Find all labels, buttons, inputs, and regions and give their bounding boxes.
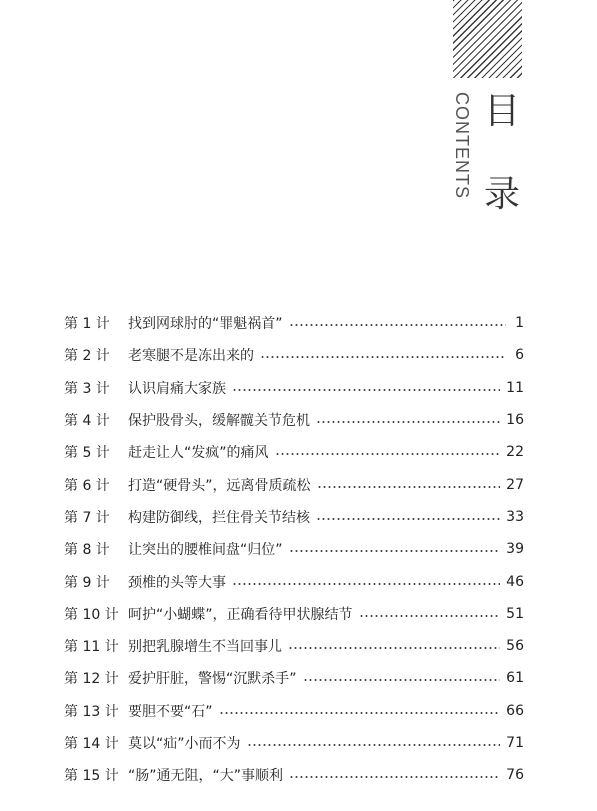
- toc-item-page: 33: [506, 508, 524, 525]
- toc-item[interactable]: [64, 695, 524, 727]
- toc-item[interactable]: [64, 630, 524, 662]
- toc-item-title: 别把乳腺增生不当回事儿: [128, 639, 282, 656]
- toc-item-page: 11: [506, 379, 524, 396]
- toc-item-number: 第 4 计: [64, 413, 110, 430]
- title-char-2: 录: [484, 174, 521, 215]
- toc-item[interactable]: [64, 339, 524, 371]
- dot-leader: [232, 583, 500, 585]
- dot-leader: [219, 712, 501, 714]
- dot-leader: [316, 421, 500, 423]
- toc-item-title: 老寒腿不是冻出来的: [128, 348, 254, 365]
- toc-item-number: 第 2 计: [64, 348, 110, 365]
- toc-item-page: 76: [506, 767, 524, 784]
- toc-item-title: 让突出的腰椎间盘“归位”: [128, 542, 283, 559]
- toc-item-title: 赶走让人“发疯”的痛风: [128, 445, 269, 462]
- toc-item-number: 第 6 计: [64, 477, 110, 494]
- toc-item-number: 第 13 计: [64, 703, 119, 720]
- toc-item-page: 66: [506, 702, 524, 719]
- toc-item-title: 爱护肝脏，警惕“沉默杀手”: [128, 671, 297, 688]
- toc-item-number: 第 9 计: [64, 574, 110, 591]
- hatch-decoration: [453, 0, 522, 78]
- dot-leader: [303, 679, 501, 681]
- toc-item-page: 39: [506, 541, 524, 558]
- toc-item-page: 51: [506, 605, 524, 622]
- toc-item-number: 第 14 计: [64, 736, 119, 752]
- toc-item[interactable]: [64, 533, 524, 565]
- dot-leader: [260, 356, 506, 358]
- dot-leader: [232, 389, 500, 391]
- toc-item-title: 莫以“疝”小而不为: [128, 736, 241, 752]
- toc-item-page: 22: [506, 444, 524, 461]
- toc-item[interactable]: [64, 759, 524, 791]
- dot-leader: [316, 518, 500, 520]
- toc-item[interactable]: [64, 307, 524, 339]
- toc-item[interactable]: [64, 727, 524, 759]
- toc-item-number: 第 12 计: [64, 671, 119, 688]
- toc-item-page: 61: [506, 670, 524, 687]
- toc-item[interactable]: [64, 404, 524, 436]
- toc-item-title: 保护股骨头，缓解髋关节危机: [128, 413, 310, 430]
- toc-item[interactable]: [64, 662, 524, 694]
- dot-leader: [359, 615, 501, 617]
- dot-leader: [247, 744, 501, 746]
- toc-item[interactable]: [64, 598, 524, 630]
- toc-item-page: 56: [506, 638, 524, 655]
- title-char-1: 目: [484, 91, 521, 132]
- dot-leader: [275, 453, 501, 455]
- dot-leader: [289, 776, 500, 778]
- toc-item-page: 1: [515, 315, 524, 332]
- dot-leader: [288, 647, 500, 649]
- toc-item-number: 第 8 计: [64, 542, 110, 559]
- toc-item-title: 要胆不要“石”: [128, 703, 213, 720]
- dot-leader: [289, 550, 501, 552]
- toc-item-title: 打造“硬骨头”，远离骨质疏松: [128, 477, 311, 494]
- toc-item-page: 6: [515, 347, 524, 364]
- toc-item-page: 71: [506, 735, 524, 751]
- toc-item-number: 第 10 计: [64, 606, 119, 623]
- toc-item-number: 第 11 计: [64, 639, 119, 656]
- toc-list: [64, 307, 524, 791]
- toc-item-title: 认识肩痛大家族: [128, 380, 226, 397]
- toc-item[interactable]: [64, 501, 524, 533]
- toc-item-page: 16: [506, 412, 524, 429]
- toc-item[interactable]: [64, 468, 524, 500]
- toc-item-number: 第 7 计: [64, 509, 110, 526]
- toc-item-number: 第 3 计: [64, 380, 110, 397]
- toc-item-title: 颈椎的头等大事: [128, 574, 226, 591]
- toc-item[interactable]: [64, 372, 524, 404]
- toc-item[interactable]: [64, 436, 524, 468]
- dot-leader: [289, 324, 506, 326]
- toc-item-page: 27: [506, 476, 524, 493]
- toc-item-title: 构建防御线，拦住骨关节结核: [128, 509, 310, 526]
- toc-item-number: 第 5 计: [64, 445, 110, 462]
- toc-item-number: 第 15 计: [64, 768, 119, 785]
- toc-item-page: 46: [506, 573, 524, 590]
- toc-item-title: “肠”通无阻，“大”事顺利: [128, 768, 284, 785]
- toc-item-title: 呵护“小蝴蝶”，正确看待甲状腺结节: [128, 606, 353, 623]
- toc-item-title: 找到网球肘的“罪魁祸首”: [128, 316, 283, 333]
- toc-item-number: 第 1 计: [64, 316, 110, 333]
- contents-subtitle: CONTENTS: [452, 92, 472, 199]
- dot-leader: [317, 486, 501, 488]
- toc-item[interactable]: [64, 565, 524, 597]
